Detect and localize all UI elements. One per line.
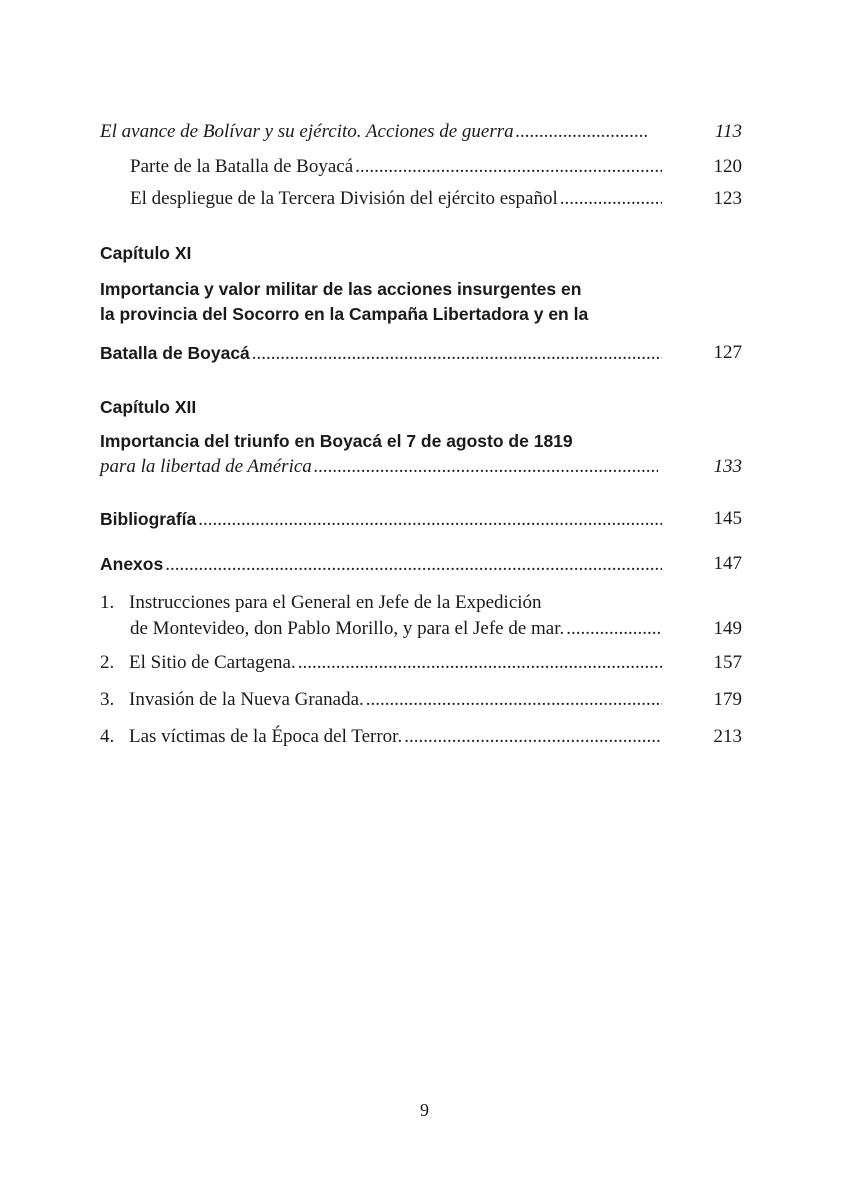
annex-number: 1. xyxy=(100,592,115,613)
leader-dots xyxy=(298,651,662,675)
toc-entry-bibliografia xyxy=(100,507,662,532)
page-number: 9 xyxy=(420,1100,429,1120)
leader-dots xyxy=(314,455,658,479)
leader-dots xyxy=(516,120,648,144)
annex-number: 3. xyxy=(100,689,115,710)
toc-entry-anexos xyxy=(100,552,662,577)
toc-page-number: 120 xyxy=(713,156,742,177)
toc-entry-despliegue xyxy=(130,187,662,211)
toc-page-number: 147 xyxy=(713,553,742,574)
leader-dots xyxy=(165,553,662,577)
toc-annex-3 xyxy=(100,688,662,712)
leader-dots xyxy=(355,155,662,179)
toc-page-number: 127 xyxy=(713,342,742,363)
toc-entry-text: Batalla de Boyacá xyxy=(100,343,250,363)
toc-annex-1-line2 xyxy=(130,617,662,641)
toc-annex-4 xyxy=(100,725,662,749)
toc-page-number: 123 xyxy=(713,188,742,209)
toc-entry-importancia-line1: Importancia y valor militar de las acciones insurgentes en xyxy=(100,279,582,299)
toc-page-number: 179 xyxy=(713,689,742,710)
toc-entry-text: para la libertad de América xyxy=(100,456,312,477)
chapter-heading-xi: Capítulo XI xyxy=(100,243,192,263)
toc-page-number: 145 xyxy=(713,508,742,529)
toc-entry-parte-batalla xyxy=(130,155,662,179)
toc-entry-importancia-line2: la provincia del Socorro en la Campaña Libertadora y en la xyxy=(100,304,589,324)
toc-page-number: 113 xyxy=(714,121,742,142)
toc-page-number: 213 xyxy=(713,726,742,747)
leader-dots xyxy=(366,688,662,712)
toc-entry-text: El despliegue de la Tercera División del ejército español xyxy=(130,188,558,209)
leader-dots xyxy=(566,617,662,641)
toc-entry-text: Parte de la Batalla de Boyacá xyxy=(130,156,354,177)
toc-entry-text: Invasión de la Nueva Granada. xyxy=(129,689,364,710)
leader-dots xyxy=(252,342,662,366)
annex-number: 2. xyxy=(100,652,115,673)
toc-entry-text: Las víctimas de la Época del Terror. xyxy=(129,726,403,747)
chapter-heading-xii: Capítulo XII xyxy=(100,397,197,417)
toc-entry-text: Anexos xyxy=(100,554,164,574)
toc-page-number: 149 xyxy=(713,618,742,639)
toc-entry-importancia-line3 xyxy=(100,341,662,366)
leader-dots xyxy=(404,725,662,749)
annex-number: 4. xyxy=(100,726,115,747)
toc-page-number: 157 xyxy=(713,652,742,673)
toc-entry-text: El Sitio de Cartagena. xyxy=(129,652,296,673)
toc-entry-text: Bibliografía xyxy=(100,509,197,529)
toc-entry-triunfo-line2 xyxy=(100,455,658,479)
leader-dots xyxy=(560,187,662,211)
toc-entry-triunfo-line1: Importancia del triunfo en Boyacá el 7 de agosto de 1819 xyxy=(100,431,573,451)
toc-annex-2 xyxy=(100,651,662,675)
toc-page-number: 133 xyxy=(713,456,742,477)
toc-entry-text: El avance de Bolívar y su ejército. Acciones de guerra xyxy=(100,121,514,142)
toc-annex-1-line1 xyxy=(100,591,662,615)
toc-entry-avance xyxy=(100,120,648,144)
toc-entry-text: Instrucciones para el General en Jefe de la Expedición xyxy=(129,592,542,613)
leader-dots xyxy=(198,508,662,532)
toc-entry-text: de Montevideo, don Pablo Morillo, y para el Jefe de mar. xyxy=(130,618,565,639)
